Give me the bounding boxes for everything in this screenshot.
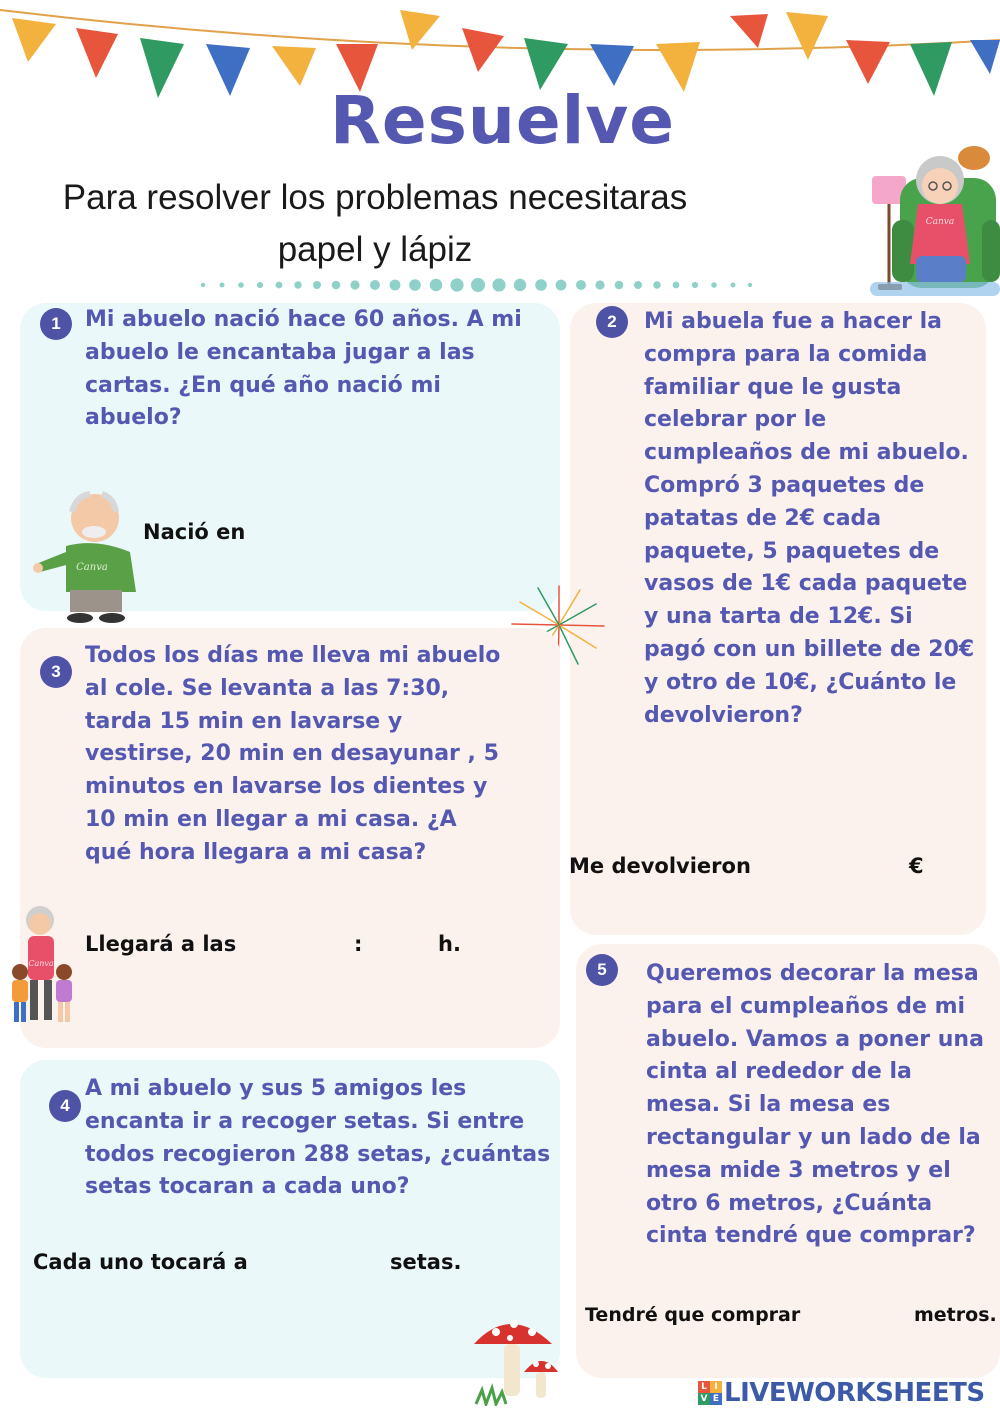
answer-prefix-4: Cada uno tocará a — [33, 1250, 248, 1274]
problem-question-5: Queremos decorar la mesa para el cumpleaños de mi abuelo. Vamos a poner una cinta al rededor de la mesa. Si la mesa es rectangular y un lado de la mesa mide 3 metros y el otro 6 metros, ¿Cuánta cinta tendré que comprar? — [646, 961, 984, 1249]
mushroom-illustration — [470, 1310, 562, 1406]
grandma-armchair-illustration — [870, 138, 1000, 298]
instructions — [30, 172, 720, 276]
answer-prefix-5: Tendré que comprar — [585, 1304, 801, 1326]
problem-number-badge-5: 5 — [586, 954, 618, 986]
answer-suffix-5: metros. — [914, 1304, 997, 1326]
liveworksheets-wordmark: LIVEWORKSHEETS — [724, 1378, 985, 1408]
grandparent-kids-illustration — [10, 902, 76, 1026]
problem-number-badge-3: 3 — [40, 656, 72, 688]
answer-colon-3: : — [354, 932, 363, 956]
answer-prefix-1: Nació en — [143, 520, 246, 544]
answer-suffix-2: € — [909, 854, 924, 878]
problem-card-3 — [20, 628, 560, 1048]
answer-suffix-4: setas. — [390, 1250, 462, 1274]
grandpa-illustration — [30, 490, 140, 626]
problem-question-4: A mi abuelo y sus 5 amigos les encanta ir a recoger setas. Si entre todos recogieron 288 setas, ¿cuántas setas tocaran a cada uno? — [85, 1076, 551, 1200]
answer-prefix-3: Llegará a las — [85, 932, 237, 956]
problem-number-badge-1: 1 — [40, 308, 72, 340]
page-title: Resuelve — [330, 82, 676, 159]
dotted-divider — [195, 276, 755, 294]
problem-card-2 — [570, 303, 986, 935]
problem-number-badge-4: 4 — [49, 1090, 81, 1122]
instructions-line-1: Para resolver los problemas necesitaras — [62, 178, 688, 217]
liveworksheets-mark-icon: L I V E — [698, 1381, 722, 1405]
problem-card-5 — [576, 944, 1000, 1378]
problem-number-badge-2: 2 — [596, 306, 628, 338]
answer-prefix-2: Me devolvieron — [569, 854, 751, 878]
problem-question-1: Mi abuelo nació hace 60 años. A mi abuelo le encantaba jugar a las cartas. ¿En qué año nació mi abuelo? — [85, 307, 522, 431]
problem-question-2: Mi abuela fue a hacer la compra para la comida familiar que le gusta celebrar por le cumpleaños de mi abuelo. Compró 3 paquetes de patatas de 2€ cada paquete, 5 paquetes de vasos de 1€ cada paquete y una tarta de 12€. Si pagó con un billete de 20€ y otro de 10€, ¿Cuánto le devolvieron? — [644, 309, 975, 728]
answer-suffix-3: h. — [438, 932, 461, 956]
canva-label-grandpa: Canva — [76, 562, 108, 573]
problem-question-3: Todos los días me lleva mi abuelo al cole. Se levanta a las 7:30, tarda 15 min en lavarse y vestirse, 20 min en desayunar , 5 minutos en lavarse los dientes y 10 min en llegar a mi casa. ¿A qué hora llegara a mi casa? — [85, 643, 501, 865]
instructions-line-2: papel y lápiz — [277, 230, 473, 269]
canva-label-grandma: Canva — [925, 217, 955, 227]
liveworksheets-logo — [698, 1378, 985, 1408]
canva-label-grandparent: Canva — [28, 959, 54, 968]
